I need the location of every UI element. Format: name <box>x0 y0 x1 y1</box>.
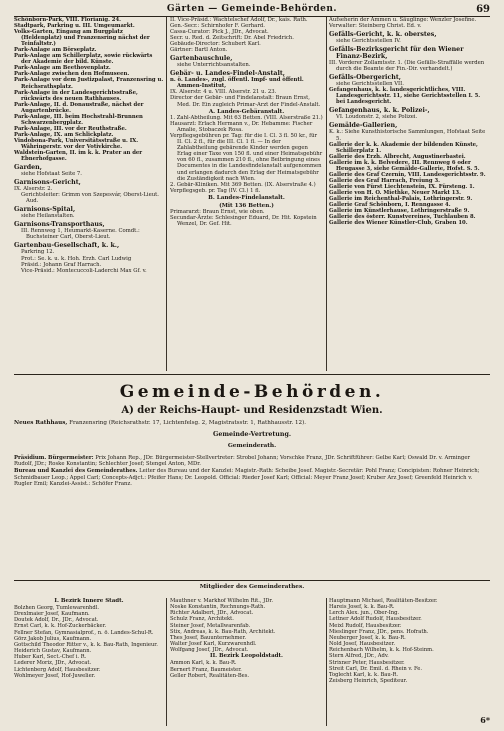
directory-entry: Gallerie der k. k. Akademie der bildenden Künste, Schillerplatz 1. <box>329 141 478 154</box>
gemeinderath-heading: Gemeinderath. <box>227 443 277 449</box>
directory-entry: Park-Anlage, III. vor der Reuthstraße. <box>14 125 127 132</box>
directory-entry: Primararzt: Braun Ernst, wie oben. <box>170 208 265 215</box>
directory-entry: Park-Anlage am Börseplatz. <box>14 47 97 54</box>
directory-column-3 <box>329 17 490 377</box>
address-label: Neues Rathhaus, <box>14 420 68 426</box>
member-entry: Bernert Franz, Baumeister. <box>170 666 242 673</box>
entry-heading: Gemälde-Gallerien, <box>329 122 398 130</box>
directory-entry: siehe Heilanstalten. <box>21 213 75 220</box>
paragraph-text: Prix Johann Rep., JDr. Bürgermeister-Stellvertreter: Strobel Johann; Vorschke Franz, JDr. Schriftführer: Gelbe Karl; Oswald Dr. v. Arminger Rudolf, JDr.; Roske Konstantin; Schlechter Josef; Stengel Anton, MDr. <box>14 455 470 468</box>
directory-entry: Waldstein-Garten, II. im k. k. Prater an der Ebnerhofgasse. <box>14 150 143 163</box>
member-entry: Nold Josef, Hausbesitzer. <box>329 641 396 648</box>
address-text: Franzensring (Reichsrathstr. 17, Lichtenfelsg. 2, Magistratsstr. 1, Rathhausstr. 12). <box>67 420 307 426</box>
council-paragraph <box>14 468 490 487</box>
vertretung-heading: Gemeinde-Vertretung. <box>212 431 292 438</box>
member-entry: Fellner Stefan, Gymnasialprof., n. ö. Landes-Schul-R. <box>14 629 154 636</box>
directory-entry: III. Vorderer Zollamtsstr. 1. (Die Gefälls-Straffälle werden durch die Beamte der Fin.-Dir. verhandelt.) <box>329 60 485 73</box>
directory-entry: Gebäude-Director: Schubert Karl. <box>170 41 261 48</box>
paragraph-text: Leiter des Bureau und der Kanzlei: Magistr.-Rath: Scheibe Josef. Magistr.-Secretär: Pohl Franz; Concipisten: Rohner Heinrich; Schmidbauer Leop.; Appel Carl; Concepts-Adjct.: Pfeifer Hans; Dr. Leopold. Official: Rieder Josef Karl; Official: Meyer Franz Josef; Kruber Arz Josef; Greenfeld Heinrich v. Rugler Emil; Kanzlei-Assist.: Schöfer Franz. <box>14 468 480 487</box>
directory-entry: B. Landes-Findelanstalt. <box>208 195 285 202</box>
section-title: Gemeinde-Behörden. <box>119 382 385 402</box>
member-entry: Huber Karl, Sect.-Chef i. R. <box>14 654 87 661</box>
directory-column-2 <box>170 17 323 377</box>
directory-entry: K. k.: Siehe Kunsthistorische Sammlungen, Hofstaat Seite 5. <box>329 129 486 142</box>
member-entry: Stix, Andreas, k. k. Bau-Rath, Architekt. <box>170 628 276 635</box>
column-divider <box>326 17 327 371</box>
praesidium-block <box>14 455 490 488</box>
directory-entry: 2. Gebär-Kliniken. Mit 369 Betten. (IX. Alserstraße 4.) <box>170 181 316 188</box>
directory-entry: Director der Gebär- und Findelanstalt: Braun Ernst, Med. Dr. Ein zugleich Primar-Arzt der Findel-Anstalt. <box>170 95 321 108</box>
column-divider <box>166 598 167 726</box>
member-entry: Doutek Adolf, Dr., JDr., Advocat. <box>14 617 99 624</box>
running-title: Gärten — Gemeinde-Behörden. <box>166 4 338 14</box>
directory-entry: IX. Alserstr. 2. <box>14 186 53 193</box>
member-entry: Hareis Josef, k. k. Bau-R. <box>329 604 395 611</box>
directory-entry: Gärtner: Bartl Anton. <box>170 47 228 54</box>
member-entry: Thes Josef, Bauunternehmer. <box>170 634 247 641</box>
directory-entry: VI. Loudonstr. 2, siehe Polizei. <box>336 114 418 121</box>
member-entry: Lerch Alex. jun., Ober-Ing. <box>329 610 400 617</box>
member-entry: Zeisberg Heinrich, Spediteur. <box>329 678 408 685</box>
member-entry: Strixner Peter, Hausbesitzer. <box>329 659 405 666</box>
member-entry: Ammon Karl, k. k. Bau-R. <box>170 660 237 667</box>
directory-entry: Gerichtsleiter: Grimm von Szepesvár, Oberst-Lieut. Aud. <box>21 192 159 205</box>
member-entry: Noske Konstantin, Rechnungs-Rath. <box>170 604 266 611</box>
members-column-3 <box>329 598 490 728</box>
member-entry: Bolzhen Georg, Tumlewarenhdl. <box>14 605 100 611</box>
directory-entry: Park-Anlage am Schillerplatz, sowie rückwärts der Akademie der bild. Künste. <box>14 53 153 66</box>
paragraph-label: Präsidium. Bürgermeister: <box>14 455 94 461</box>
mitglieder-heading: Mitglieder des Gemeinderathes. <box>199 584 305 590</box>
member-entry: Drexlmaier Josef, Kaufmann. <box>14 611 90 618</box>
district-heading: II. Bezirk Leopoldstadt. <box>210 653 283 660</box>
member-entry: Neuberger Josef, k. k. Bau-R. <box>329 634 406 641</box>
member-entry: Lichtenberg Adolf, Hausbesitzer. <box>14 666 101 673</box>
directory-entry: siehe Unterrichtsanstalten. <box>177 62 251 69</box>
entry-heading: Garden, <box>14 164 42 172</box>
member-entry: Gottschild Theodor Ritter v., k. k. Bau-Rath, Ingenieur. <box>14 641 158 648</box>
directory-entry: Gen.-Secr.: Schirnhofer F. Gerhard. <box>170 23 265 30</box>
member-entry: Wolfgang Josef, JDr., Advocat. <box>170 647 249 654</box>
directory-entry: Gallerie des österr. Kunstvereines, Tuchlauben 8. <box>329 214 476 221</box>
entry-heading: Gartenbau-Gesellschaft, k. k., <box>14 242 120 250</box>
directory-entry: n. ö. Landes-, zugl. öffentl. Impf- und öffentl. Ammen-Institut, <box>170 77 304 90</box>
member-entry: Steiner Josef, Metallwarenfab. <box>170 622 251 629</box>
directory-entry: Gallerie Graf Schönborn, I. Renngasse 4. <box>329 202 451 209</box>
members-column-2 <box>170 598 323 728</box>
member-entry: Meixl Rudolf, Hausbesitzer. <box>329 622 402 629</box>
member-entry: Mauthner v. Markhof Wilhelm Rit., JDr. <box>170 598 273 604</box>
member-entry: Reichenbach Wilhelm, k. k. Hof-Steinm. <box>329 647 434 654</box>
member-entry: Geller Robert, Realitäten-Bes. <box>170 672 250 679</box>
directory-entry: Park-Anlage zwischen den Hofmuseen. <box>14 71 130 78</box>
directory-entry: Gallerie des Erzh. Albrecht, Augustinerbastei. <box>329 153 466 160</box>
directory-column-1 <box>14 17 164 377</box>
directory-entry: Gallerie des Graf Czernin, VIII. Landesgerichtsstr. 9. <box>329 171 486 178</box>
directory-entry: Stadtpark, Parkring u. III. Umgeumarkt. <box>14 23 135 30</box>
page-number: 69 <box>476 4 490 15</box>
member-entry: Lettner Adolf Rudolf, Hausbesitzer. <box>329 616 422 623</box>
entry-heading: Gefälls-Obergericht, <box>329 74 401 82</box>
member-entry: Lederer Moriz, JDr., Advocat. <box>14 660 92 667</box>
member-entry: Stern Alfred, JDr., Adv. <box>329 653 389 660</box>
column-divider <box>326 598 327 726</box>
directory-entry: Secr. u. Red. d. Zeitschrift: Dr. Abel Friedrich. <box>170 35 294 42</box>
signature-mark: 6* <box>480 715 490 725</box>
directory-entry: siehe Gerichtsstellen VII. <box>336 81 404 88</box>
member-entry: Hauptmann Michael, Realitäten-Besitzer. <box>329 598 438 604</box>
directory-entry: Gallerie von Fürst Liechtenstein, IX. Fürsteng. 1. <box>329 183 475 190</box>
directory-entry: Park-Anlage in der Landesgerichtsstraße, rückwärts des neuen Rathhauses. <box>14 89 138 102</box>
section-subtitle: A) der Reichs-Haupt- und Residenzstadt Wien. <box>121 405 383 416</box>
directory-entry: Gefangenhaus, k. k. landesgerichtliches, VIII. Landesgerichtsstr. 11, siehe Gerichtsstellen I. 5. bei Landesgericht. <box>329 87 481 106</box>
directory-entry: Gallerie im Reichenthal-Palais, Lothringerstr. 9. <box>329 195 473 202</box>
directory-entry: Verpflegsgebühren pr. Tag: für die I. Cl. 3 fl. 50 kr., für II. Cl. 2 fl., für die III. Cl. 1 fl. — In der Zahlabtheilung gebärende Kinder werden gegen Erlag einer Taxe von 150 fl. und einer Heimatsgebühr von 60 fl., zusammen 210 fl., ohne Beibringung eines Documentes in die Landesfindelanstalt aufgenommen und erlangen dadurch den Erlag der Heimatsgebühr die Zuständigkeit nach Wien. <box>170 133 323 182</box>
directory-entry: Secundar-Ärzte: Schlesinger Eduard, Dr. Hit. Kopstein Wenzel, Dr. Gef. Hit. <box>170 214 317 227</box>
directory-entry: Park-Anlage am Beethovenplatz. <box>14 65 111 72</box>
entry-heading: Gartenbauschule, <box>170 55 233 63</box>
directory-entry: siehe Gerichtsstellen IV. <box>336 38 401 45</box>
member-entry: Wohlmeyer Josef, Hof-Juwelier. <box>14 672 96 679</box>
directory-entry: (Mit 136 Betten.) <box>219 202 274 209</box>
entry-heading: Gefälls-Gericht, k. k. oberstes, <box>329 31 437 39</box>
directory-entry: Gallerie im k. k. Belvedere, III. Rennweg 6 oder Heugasse 3, siehe Gemälde-Gallerie, Hofst. S. 5. <box>329 159 480 172</box>
member-entry: Ernst Carl, k. k. Hof-Zuckerbäcker. <box>14 623 107 630</box>
entry-heading: Gefangenhaus, k. k. Polizei-, <box>329 107 430 115</box>
entry-heading: Gebär- u. Landes-Findel-Anstalt, <box>170 70 285 78</box>
directory-entry: Verwalter: Steinberg Christ. Ed. v. <box>329 23 422 30</box>
directory-entry: Park-Anlage vor dem Justizpalast, Franzensring u. Reichsrathsplatz. <box>14 77 164 90</box>
directory-entry: IX. Alserstr. 4 u. VIII. Alserstr. 21 u. 23. <box>170 89 277 96</box>
district-heading: I. Bezirk Innere Stadt. <box>54 598 124 604</box>
directory-entry: Park-Anlage, II. d. Donaustraße, nächst der Augartenbrücke. <box>14 101 144 114</box>
directory-entry: II. Vice-Präsid.: Wachtelschef Adolf, Dr., kais. Rath. <box>170 17 308 23</box>
entry-heading: Garnisons-Spital, <box>14 206 76 214</box>
directory-entry: Vice-Präsid.: Montecuccoli-Laderchi Max Gf. v. <box>21 267 147 274</box>
directory-entry: Gallerie des Graf Harrach, Freiung 3. <box>329 177 440 184</box>
member-entry: Mieslinger Franz, JDr., pens. Hofrath. <box>329 628 429 635</box>
section-rule <box>14 374 490 375</box>
member-entry: Streit Carl, Dr. Emil. d. Rhein v. Fe. <box>329 665 422 672</box>
members-rule <box>14 580 490 581</box>
entry-heading: Gefälls-Bezirksgericht für den Wiener Finanz-Bezirk, <box>329 46 464 61</box>
council-paragraph <box>14 455 490 467</box>
member-entry: Richter Adalbert, JDr., Advocat. <box>170 610 254 617</box>
directory-entry: Vindobona-Park, Universitätsstraße u. IX. Währingerstr. vor der Votivkirche. <box>14 137 139 150</box>
column-divider <box>166 17 167 371</box>
directory-entry: Gallerie des Wiener Künstler-Club, Graben 10. <box>329 220 468 227</box>
directory-entry: Aufseherin der Ammen u. Säuglinge: Wenzler Josefine. <box>329 17 477 23</box>
directory-entry: Schönborn-Park, VIII. Florianig. 24. <box>14 17 122 23</box>
member-entry: Görz Jakob Julius, Kaufmann. <box>14 635 92 642</box>
directory-entry: Verpflegsgeb. pr. Tag (IV. Cl.) 1 fl. <box>170 187 261 194</box>
member-entry: Schulz Franz, Architekt. <box>170 616 234 623</box>
directory-entry: Gallerie im Künstlerhause, Lothringerstraße 9. <box>329 208 470 215</box>
directory-entry: Volks-Garten, Eingang am Burgplatz (Heldenplatz) und Franzensring nächst der Teinfaltstr.) <box>14 29 150 48</box>
directory-entry: Cassa-Curator: Pick J., JDr., Advocat. <box>170 29 269 36</box>
directory-entry: Park-Anlage, IX. am Schlickplatz. <box>14 131 114 138</box>
directory-entry: Prot.: Se. k. u. k. Hoh. Erzh. Carl Ludwig <box>21 255 132 262</box>
directory-entry: Präsid.: Johann Graf Harrach. <box>21 261 102 268</box>
members-column-1 <box>14 598 164 728</box>
directory-entry: Gallerie von H. O. Miethke, Neuer Markt 13. <box>329 189 461 196</box>
member-entry: Heiderich Gustav, Kaufmann. <box>14 648 92 655</box>
directory-entry: A. Landes-Gebäranstalt. <box>208 109 285 116</box>
directory-entry: 1. Zahl-Abtheilung. Mit 63 Betten. (VIII. Alserstraße 21.) <box>170 115 323 122</box>
directory-entry: Park-Anlage, III. beim Hochstrahl-Brunnen Schwarzenbergplatz. <box>14 113 143 126</box>
entry-heading: Garnisons-Transporthaus, <box>14 221 105 229</box>
rathhaus-address <box>14 420 490 427</box>
member-entry: Toglecht Karl, k. k. Bau-R. <box>329 671 399 678</box>
directory-entry: siehe Hofstaat Seite 7. <box>21 171 82 178</box>
member-entry: Walter Josef Karl, Kurzwarenhdl. <box>170 641 257 648</box>
directory-entry: Parkring 12. <box>21 249 55 256</box>
entry-heading: Garnisons-Gericht, <box>14 179 81 187</box>
paragraph-label: Bureau und Kanzlei des Gemeinderathes. <box>14 468 138 475</box>
directory-entry: Hausarzt: Erlach Hermann v., Dr. Hebamme: Fischer Amalie, Stobaczek Rosa. <box>170 121 313 134</box>
directory-entry: III. Rennweg 1, Heumarkt-Kaserne. Comdt.: Buchsteiner Carl, Oberst-Lieut. <box>21 228 140 241</box>
